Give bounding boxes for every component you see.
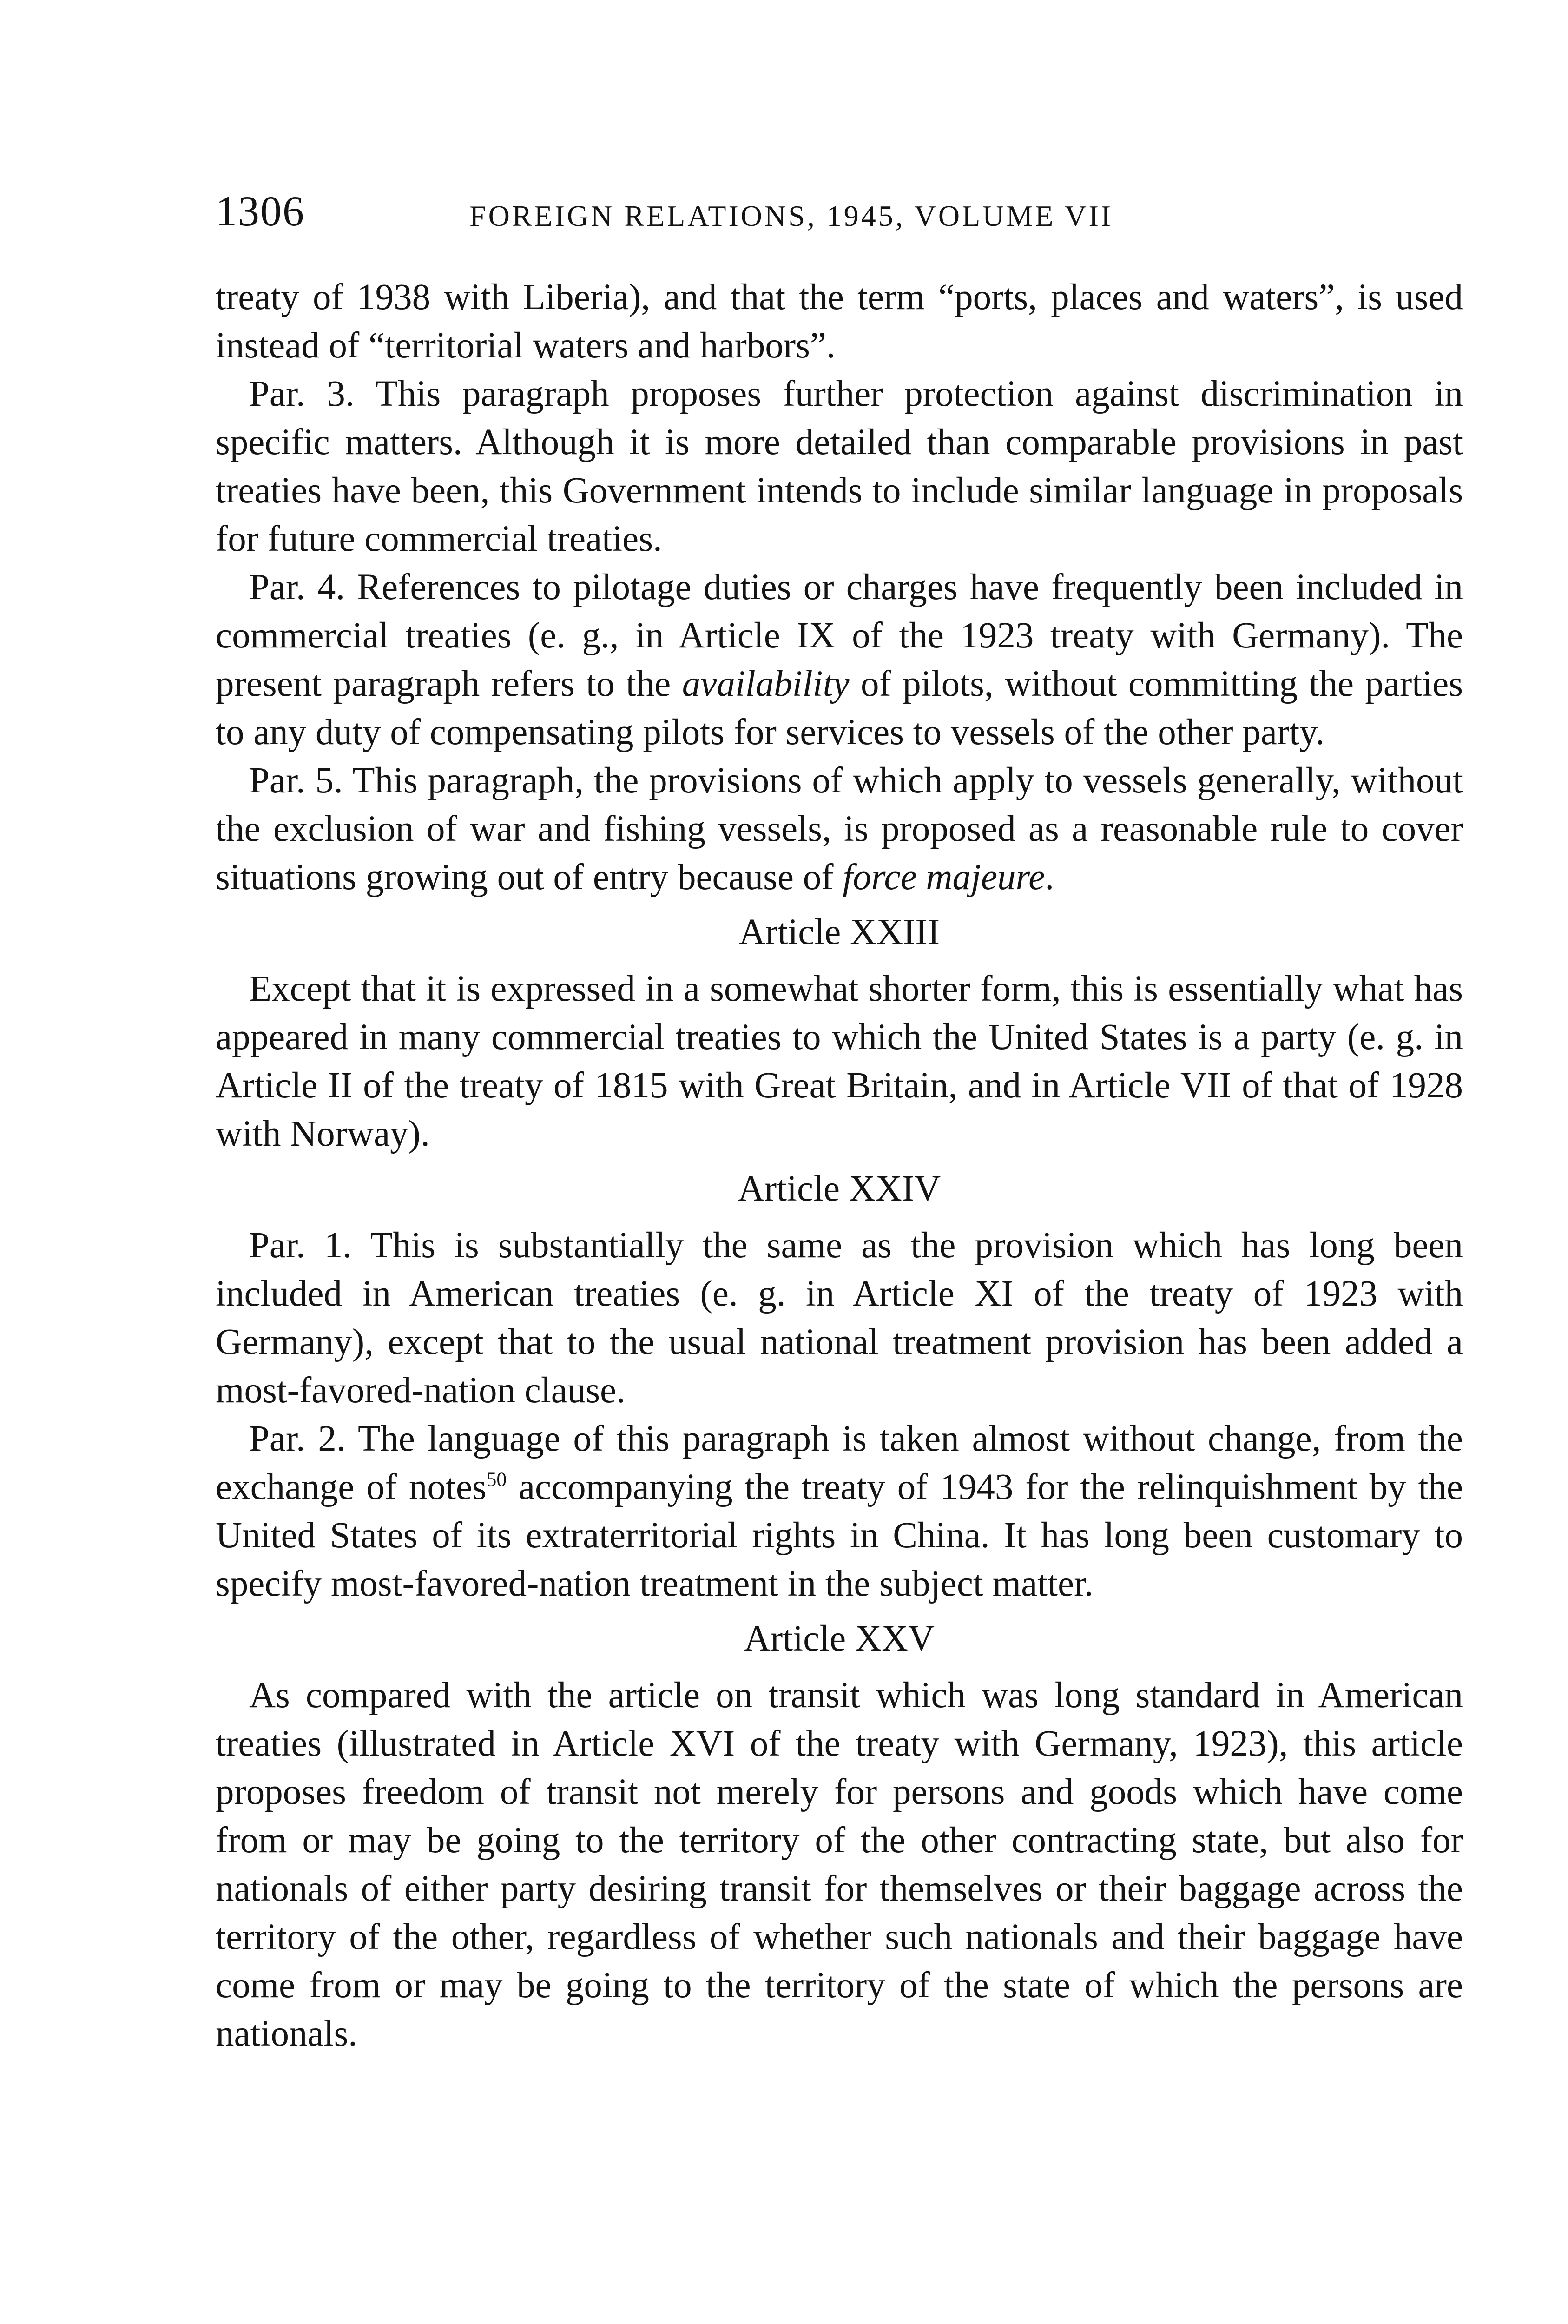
paragraph-text: Par. 4. References to pilotage duties or charges have frequently been included in commercial treaties (e. g., in Article IX of the 1923 treaty with Germany). The present paragraph refers to the [216, 567, 1463, 704]
paragraph-text: Par. 2. The language of this paragraph is taken almost without change, from the exchange of notes [216, 1419, 1463, 1507]
paragraph-text: of pilots, without committing the parties to any duty of compensating pilots for services to vessels of the other party. [216, 664, 1463, 753]
running-head: FOREIGN RELATIONS, 1945, VOLUME VII [469, 199, 1113, 232]
section-heading-article-xxiv: Article XXIV [738, 1169, 941, 1209]
paragraph-text: accompanying the treaty of 1943 for the relinquishment by the United States of its extraterritorial rights in China. It has long been customary to specify most-favored-nation treatment in the subject matter. [216, 1467, 1463, 1604]
italic-term: availability [682, 664, 850, 704]
paragraph-article-xxiv-par-1: Par. 1. This is substantially the same as the provision which has long been included in American treaties (e. g. in Article XI of the treaty of 1923 with Germany), except that to the usual national treatment provision has been added a most-favored-nation clause. [216, 1225, 1463, 1411]
document-body [216, 273, 1463, 2058]
paragraph-article-xxiv-par-2 [216, 1415, 1463, 1608]
paragraph-par-5 [216, 757, 1463, 902]
page-number: 1306 [216, 187, 305, 235]
section-heading-article-xxv: Article XXV [744, 1618, 935, 1659]
paragraph-article-xxv: As compared with the article on transit which was long standard in American treaties (illustrated in Article XVI of the treaty with Germany, 1923), this article proposes freedom of transit not merely for persons and goods which have come from or may be going to the territory of the other contracting state, but also for nationals of either party desiring transit for themselves or their baggage across the territory of the other, regardless of whether such nationals and their baggage have come from or may be going to the territory of the state of which the persons are nationals. [216, 1675, 1463, 2054]
paragraph-continuation: treaty of 1938 with Liberia), and that the term “ports, places and waters”, is used instead of “territorial waters and harbors”. [216, 277, 1463, 366]
footnote-reference[interactable]: 50 [486, 1468, 507, 1491]
section-heading-article-xxiii: Article XXIII [738, 912, 940, 952]
paragraph-text: . [1045, 857, 1054, 898]
paragraph-par-3: Par. 3. This paragraph proposes further protection against discrimination in specific matters. Although it is more detailed than comparable provisions in past treaties have been, this Government intends to include similar language in proposals for future commercial treaties. [216, 374, 1463, 559]
paragraph-text: Par. 5. This paragraph, the provisions of which apply to vessels generally, without the exclusion of war and fishing vessels, is proposed as a reasonable rule to cover situations growing out of entry because of [216, 760, 1463, 898]
paragraph-article-xxiii: Except that it is expressed in a somewhat shorter form, this is essentially what has appeared in many commercial treaties to which the United States is a party (e. g. in Article II of the treaty of 1815 with Great Britain, and in Article VII of that of 1928 with Norway). [216, 969, 1463, 1154]
paragraph-par-4 [216, 563, 1463, 757]
italic-term: force majeure [843, 857, 1045, 898]
document-page [216, 187, 1463, 2054]
page-header [216, 188, 1463, 244]
